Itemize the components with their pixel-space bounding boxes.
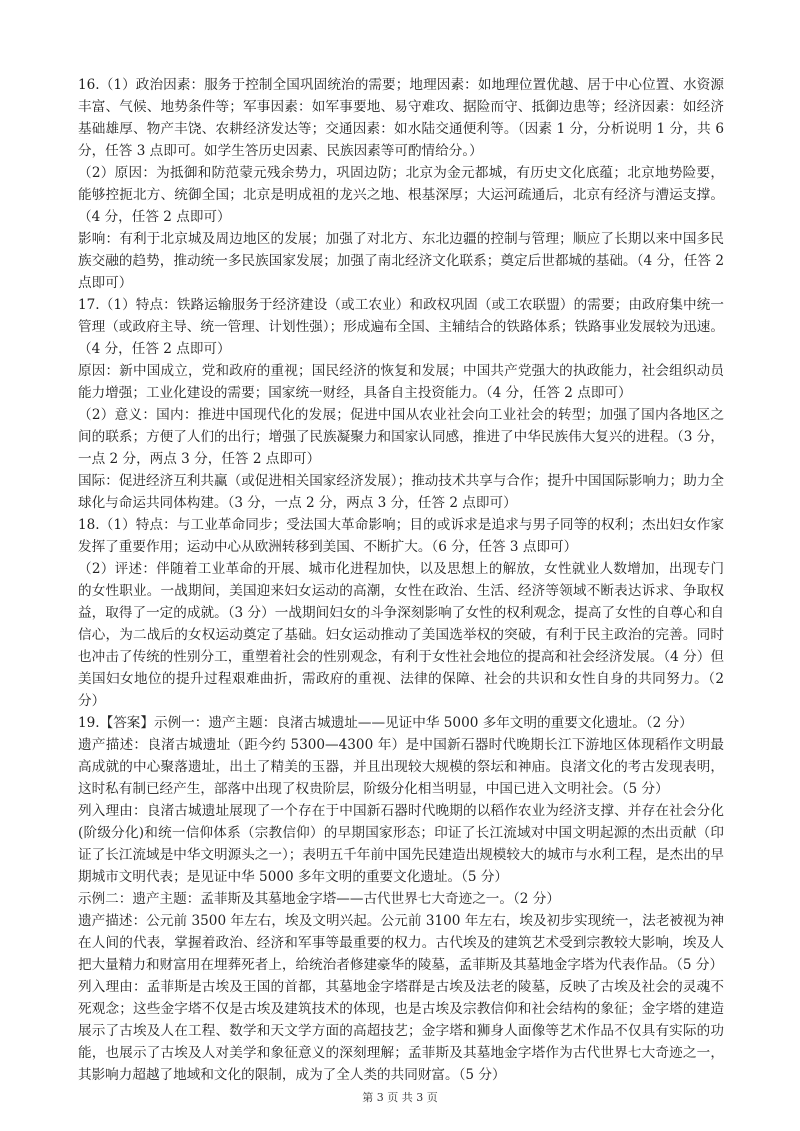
q19-example2-reason: 列入理由：孟菲斯是古埃及王国的首都，其墓地金字塔群是古埃及法老的陵墓，反映了古埃及社会的灵魂不死观念；这些金字塔不仅是古埃及建筑技术的体现，也是古埃及宗教信仰和社会结构的象征；金字塔的建造展示了古埃及人在工程、数学和天文学方面的高超技艺；金字塔和狮身人面像等艺术作品不仅具有实际的功能，也展示了古埃及人对美学和象征意义的深刻理解；孟菲斯及其墓地金字塔作为古代世界七大奇迹之一，其影响力超越了地域和文化的限制，成为了全人类的共同财富。（5 分）: [78, 979, 724, 1083]
q17-part1-features: 17.（1）特点：铁路运输服务于经济建设（或工农业）和政权巩固（或工农联盟）的需要；由政府集中统一管理（或政府主导、统一管理、计划性强）；形成遍布全国、主辅结合的铁路体系；铁路事业发展较为迅速。（4 分，任答 2 点即可）: [78, 297, 724, 357]
q17-part2-international: 国际：促进经济互利共赢（或促进相关国家经济发展）；推动技术共享与合作；提升中国国际影响力；助力全球化与命运共同体构建。（3 分，一点 2 分，两点 3 分，任答 2 点即可）: [78, 473, 724, 511]
q16-part2-impact: 影响：有利于北京城及周边地区的发展；加强了对北方、东北边疆的控制与管理；顺应了长期以来中国多民族交融的趋势，推动统一多民族国家发展；加强了南北经济文化联系；奠定后世都城的基础。（4 分，任答 2 点即可）: [78, 231, 724, 291]
q19-example1-theme: 19.【答案】示例一：遗产主题：良渚古城遗址——见证中华 5000 多年文明的重要文化遗址。（2 分）: [78, 715, 693, 731]
q17-part2-domestic: （2）意义：国内：推进中国现代化的发展；促进中国从农业社会向工业社会的转型；加强了国内各地区之间的联系；方便了人们的出行；增强了民族凝聚力和国家认同感，推进了中华民族伟大复兴的进程。（3 分，一点 2 分，两点 3 分，任答 2 点即可）: [78, 407, 724, 467]
page-number-footer: 第 3 页 共 3 页: [362, 1091, 438, 1104]
answer-text-block: [78, 74, 724, 1086]
q19-example2-description: 遗产描述：公元前 3500 年左右，埃及文明兴起。公元前 3100 年左右，埃及初步实现统一，法老被视为神在人间的代表，掌握着政治、经济和军事等最重要的权力。古代埃及的建筑艺术受到宗教较大影响，埃及人把大量精力和财富用在埋葬死者上，给统治者修建豪华的陵墓，孟菲斯及其墓地金字塔为代表作品。（5 分）: [78, 913, 724, 973]
q18-part1: 18.（1）特点：与工业革命同步；受法国大革命影响；目的或诉求是追求与男子同等的权利；杰出妇女作家发挥了重要作用；运动中心从欧洲转移到美国、不断扩大。（6 分，任答 3 点即可）: [78, 517, 724, 555]
q19-example1-description: 遗产描述：良渚古城遗址（距今约 5300—4300 年）是中国新石器时代晚期长江下游地区体现稻作文明最高成就的中心聚落遗址，出土了精美的玉器，并且出现较大规模的祭坛和神庙。良渚文化的考古发现表明，这时私有制已经产生，部落中出现了权贵阶层，阶级分化相当明显，中国已进入文明社会。（5 分）: [78, 737, 724, 797]
q19-example2-theme: 示例二：遗产主题：孟菲斯及其墓地金字塔——古代世界七大奇迹之一。（2 分）: [78, 891, 560, 907]
q19-example1-reason: 列入理由：良渚古城遗址展现了一个存在于中国新石器时代晚期的以稻作农业为经济支撑、并存在社会分化(阶级分化)和统一信仰体系（宗教信仰）的早期国家形态；印证了长江流域对中国文明起源的杰出贡献（印证了长江流域是中华文明源头之一）；表明五千年前中国先民建造出规模较大的城市与水利工程，是杰出的早期城市文明代表；是见证中华 5000 多年文明的重要文化遗址。（5 分）: [78, 803, 724, 885]
q16-part1: 16.（1）政治因素：服务于控制全国巩固统治的需要；地理因素：如地理位置优越、居于中心位置、水资源丰富、气候、地势条件等；军事因素：如军事要地、易守难攻、据险而守、抵御边患等；经济因素：如经济基础雄厚、物产丰饶、农耕经济发达等；交通因素：如水陆交通便利等。（因素 1 分，分析说明 1 分，共 6 分，任答 3 点即可。如学生答历史因素、民族因素等可酌情给分。）: [78, 77, 724, 159]
q16-part2-reasons: （2）原因：为抵御和防范蒙元残余势力，巩固边防；北京为金元都城，有历史文化底蕴；北京地势险要，能够控扼北方、统御全国；北京是明成祖的龙兴之地、根基深厚；大运河疏通后，北京有经济与漕运支撑。（4 分，任答 2 点即可）: [78, 165, 724, 225]
q17-part1-reasons: 原因：新中国成立，党和政府的重视；国民经济的恢复和发展；中国共产党强大的执政能力，社会组织动员能力增强；工业化建设的需要；国家统一财经，具备自主投资能力。（4 分，任答 2 点即可）: [78, 363, 724, 401]
q18-part2: （2）评述：伴随着工业革命的开展、城市化进程加快，以及思想上的解放，女性就业人数增加，出现专门的女性职业。一战期间，美国迎来妇女运动的高潮，女性在政治、生活、经济等领域不断表达诉求、争取权益，取得了一定的成就。（3 分）一战期间妇女的斗争深刻影响了女性的权利观念，提高了女性的自尊心和自信心，为二战后的女权运动奠定了基础。妇女运动推动了美国选举权的突破，有利于民主政治的完善。同时也冲击了传统的性别分工，重塑着社会的性别观念，有利于女性社会地位的提高和社会经济发展。（4 分）但美国妇女地位的提升过程艰难曲折，需政府的重视、法律的保障、社会的共识和女性自身的共同努力。（2 分）: [78, 561, 724, 709]
